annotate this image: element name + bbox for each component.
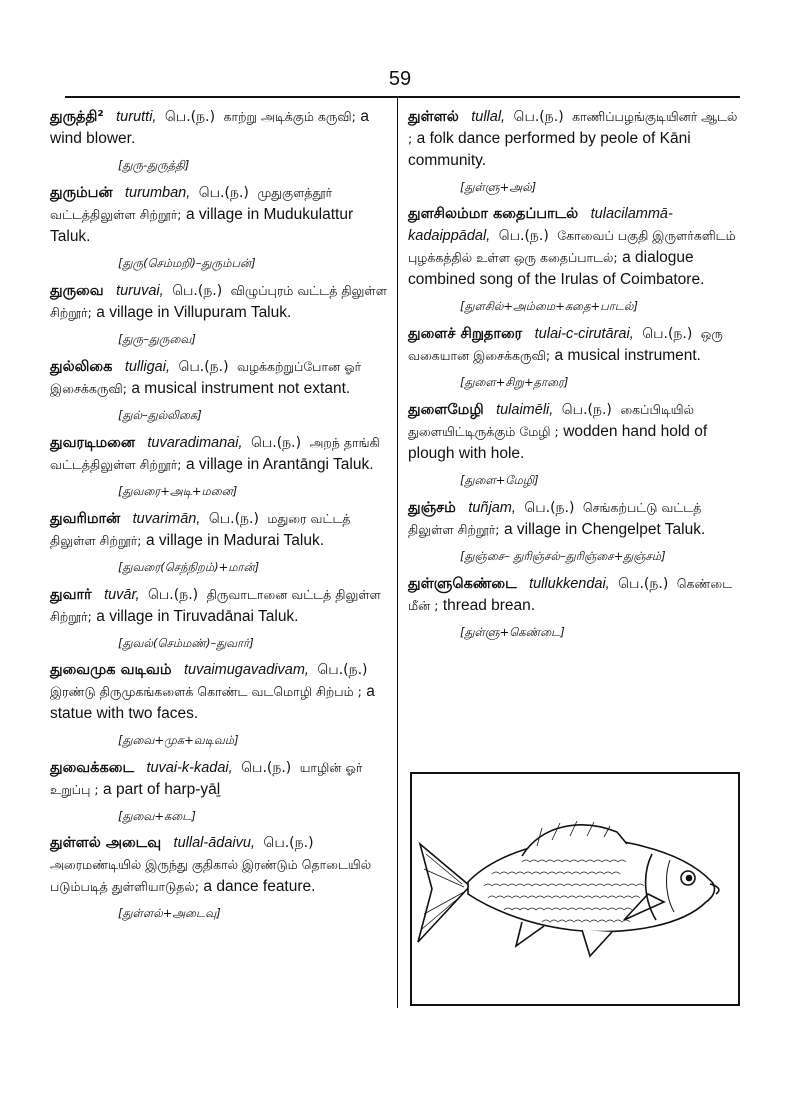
part-of-speech: பெ.(ந.) — [263, 835, 314, 851]
part-of-speech: பெ.(ந.) — [164, 109, 216, 125]
etymology: [துளை+சிறு+தாரை] — [460, 375, 569, 389]
etymology: [துளை+மேழி] — [460, 473, 539, 487]
headword: துருத்தி² — [50, 109, 104, 125]
part-of-speech: பெ.(ந.) — [317, 662, 368, 678]
tamil-definition: கைப்பிடியில் துளையிட்டிருக்கும் மேழி ; — [408, 402, 695, 439]
etymology: [துவல்(செம்மண்)–துவார்] — [118, 636, 254, 650]
part-of-speech: பெ.(ந.) — [198, 185, 249, 201]
transliteration: tullukkendai, — [529, 576, 610, 592]
etymology: [துள்ளல்+அடைவு] — [118, 906, 221, 920]
dictionary-entry — [408, 573, 743, 641]
part-of-speech: பெ.(ந.) — [172, 283, 223, 299]
etymology: [துல்–துல்லிகை] — [118, 408, 202, 422]
tamil-definition: இரண்டு திருமுகங்களைக் கொண்ட வடமொழி சிற்பம் ; — [50, 684, 362, 699]
english-definition: a village in Chengelpet Taluk. — [503, 521, 706, 538]
part-of-speech: பெ.(ந.) — [208, 511, 259, 527]
english-definition: a part of harp-yāḻ — [103, 781, 221, 798]
headword: துளைமேழி — [408, 402, 484, 418]
part-of-speech: பெ.(ந.) — [513, 109, 564, 125]
etymology: [துஞ்சை– துரிஞ்சல்–துரிஞ்சை+துஞ்சம்] — [460, 549, 666, 563]
english-definition: a musical instrument. — [554, 347, 701, 364]
headword: துருவை — [50, 283, 104, 299]
english-definition: a village in Tiruvadānai Taluk. — [96, 608, 299, 625]
english-definition: a dance feature. — [203, 878, 316, 895]
headword: துல்லிகை — [50, 359, 113, 375]
tamil-definition: வழக்கற்றுப்போன ஓர் இசைக்கருவி; — [50, 359, 362, 396]
dictionary-entry — [50, 280, 390, 348]
english-definition: a folk dance performed by peole of Kāni community. — [408, 130, 691, 169]
dictionary-entry — [50, 833, 390, 922]
part-of-speech: பெ.(ந.) — [524, 500, 575, 516]
tamil-definition: திருவாடானை வட்டத் திலுள்ள சிற்றூர்; — [50, 587, 381, 624]
headword: துளைச் சிறுதாரை — [408, 326, 523, 342]
dictionary-entry — [408, 497, 743, 565]
english-definition: wodden hand hold of plough with hole. — [408, 423, 708, 462]
tamil-definition: அரைமண்டியில் இருந்து குதிகால் இரண்டும் தொடையில் படும்படித் துள்ளியாடுதல்; — [50, 857, 372, 894]
etymology: [துவரை+அடி+மனை] — [118, 484, 238, 498]
tamil-definition: மதுரை வட்டத் திலுள்ள சிற்றூர்; — [50, 511, 351, 548]
transliteration: tullal, — [471, 109, 506, 125]
tamil-definition: யாழின் ஓர் உறுப்பு ; — [50, 760, 363, 797]
transliteration: tulaimēli, — [496, 402, 554, 418]
english-definition: a village in Mudukulattur Taluk. — [50, 206, 354, 245]
transliteration: tuvaimugavadivam, — [184, 662, 309, 678]
transliteration: turumban, — [124, 185, 191, 201]
fish-illustration-icon — [412, 774, 738, 1004]
english-definition: a musical instrument not extant. — [131, 380, 351, 397]
headword: துஞ்சம் — [408, 500, 456, 516]
transliteration: tuvaradimanai, — [147, 435, 243, 451]
dictionary-entry — [50, 508, 390, 576]
etymology: [துரு–துருவை] — [118, 332, 196, 346]
part-of-speech: பெ.(ந.) — [618, 576, 669, 592]
headword: துவரிமான் — [50, 511, 121, 527]
english-definition: a statue with two faces. — [50, 683, 375, 722]
tamil-definition: கெண்டை மீன் ; — [408, 576, 733, 613]
headword: துவைக்கடை — [50, 760, 134, 776]
part-of-speech: பெ.(ந.) — [178, 359, 229, 375]
dictionary-entry — [408, 399, 743, 489]
english-definition: a village in Madurai Taluk. — [145, 532, 325, 549]
etymology: [துரு(செம்மறி)–துரும்பன்] — [118, 256, 256, 270]
etymology: [துள்ளு+கெண்டை] — [460, 625, 565, 639]
tamil-definition: காணிப்பழங்குடியினர் ஆடல் ; — [408, 109, 738, 146]
etymology: [துள்ளு+அல்] — [460, 180, 537, 194]
tamil-definition: விழுப்புரம் வட்டத் திலுள்ள சிற்றூர்; — [50, 283, 387, 320]
headword: துவைமுக வடிவம் — [50, 662, 172, 678]
transliteration: tuvār, — [104, 587, 140, 603]
english-definition: a wind blower. — [50, 108, 369, 147]
transliteration: tulai-c-cirutārai, — [534, 326, 634, 342]
headword: துரும்பன் — [50, 185, 113, 201]
etymology: [துரு-துருத்தி] — [118, 158, 190, 172]
etymology: [துவரை(செந்நிறம்)+மான்] — [118, 560, 260, 574]
fish-figure — [410, 772, 740, 1006]
english-definition: a village in Villupuram Taluk. — [96, 304, 292, 321]
dictionary-entry — [408, 323, 743, 391]
part-of-speech: பெ.(ந.) — [498, 228, 549, 244]
etymology: [துளசில்+அம்மை+கதை+பாடல்] — [460, 299, 638, 313]
transliteration: turuvai, — [116, 283, 164, 299]
dictionary-entry — [50, 660, 390, 749]
page-number: 59 — [388, 68, 412, 90]
dictionary-entry — [50, 757, 390, 825]
part-of-speech: பெ.(ந.) — [561, 402, 612, 418]
part-of-speech: பெ.(ந.) — [147, 587, 199, 603]
english-definition: a village in Arantāngi Taluk. — [185, 456, 374, 473]
etymology: [துவை+கடை] — [118, 809, 196, 823]
part-of-speech: பெ.(ந.) — [250, 435, 302, 451]
dictionary-entry — [50, 182, 390, 272]
column-divider — [397, 98, 398, 1008]
headword: துள்ளல் அடைவு — [50, 835, 162, 851]
transliteration: tulacilammā-kadaippādal, — [408, 206, 673, 244]
dictionary-entry — [50, 432, 390, 500]
dictionary-entry — [408, 204, 743, 315]
english-definition: thread brean. — [442, 597, 536, 614]
transliteration: turutti, — [116, 109, 157, 125]
dictionary-entry — [408, 106, 743, 196]
headword: துவரடிமனை — [50, 435, 135, 451]
dictionary-entry — [50, 584, 390, 652]
dictionary-entry — [50, 356, 390, 424]
tamil-definition: ஒரு வகையான இசைக்கருவி; — [408, 326, 723, 363]
transliteration: tuñjam, — [468, 500, 516, 516]
headword: துள்ளுகெண்டை — [408, 576, 517, 592]
headword: துளசிலம்மா கதைப்பாடல் — [408, 206, 579, 222]
tamil-definition: செங்கற்பட்டு வட்டத் திலுள்ள சிற்றூர்; — [408, 500, 702, 537]
right-column — [408, 106, 743, 649]
tamil-definition: கோவைப் பகுதி இருளர்களிடம் புழக்கத்தில் உள்ள ஒரு கதைப்பாடல்; — [408, 228, 736, 265]
headword: துவார் — [50, 587, 92, 603]
dictionary-entry — [50, 106, 390, 174]
transliteration: tuvai-k-kadai, — [146, 760, 233, 776]
etymology: [துவை+முக+வடிவம்] — [118, 733, 239, 747]
transliteration: tuvarimān, — [132, 511, 201, 527]
left-column — [50, 106, 390, 930]
tamil-definition: காற்று அடிக்கும் கருவி; — [223, 109, 356, 124]
english-definition: a dialogue combined song of the Irulas of Coimbatore. — [408, 249, 705, 288]
part-of-speech: பெ.(ந.) — [642, 326, 693, 342]
transliteration: tullal-ādaivu, — [173, 835, 255, 851]
tamil-definition: அறந் தாங்கி வட்டத்திலுள்ள சிற்றூர்; — [50, 435, 380, 472]
tamil-definition: முதுகுளத்தூர் வட்டத்திலுள்ள சிற்றூர்; — [50, 185, 333, 222]
headword: துள்ளல் — [408, 109, 459, 125]
part-of-speech: பெ.(ந.) — [241, 760, 292, 776]
transliteration: tulligai, — [124, 359, 170, 375]
header-rule — [65, 96, 740, 98]
